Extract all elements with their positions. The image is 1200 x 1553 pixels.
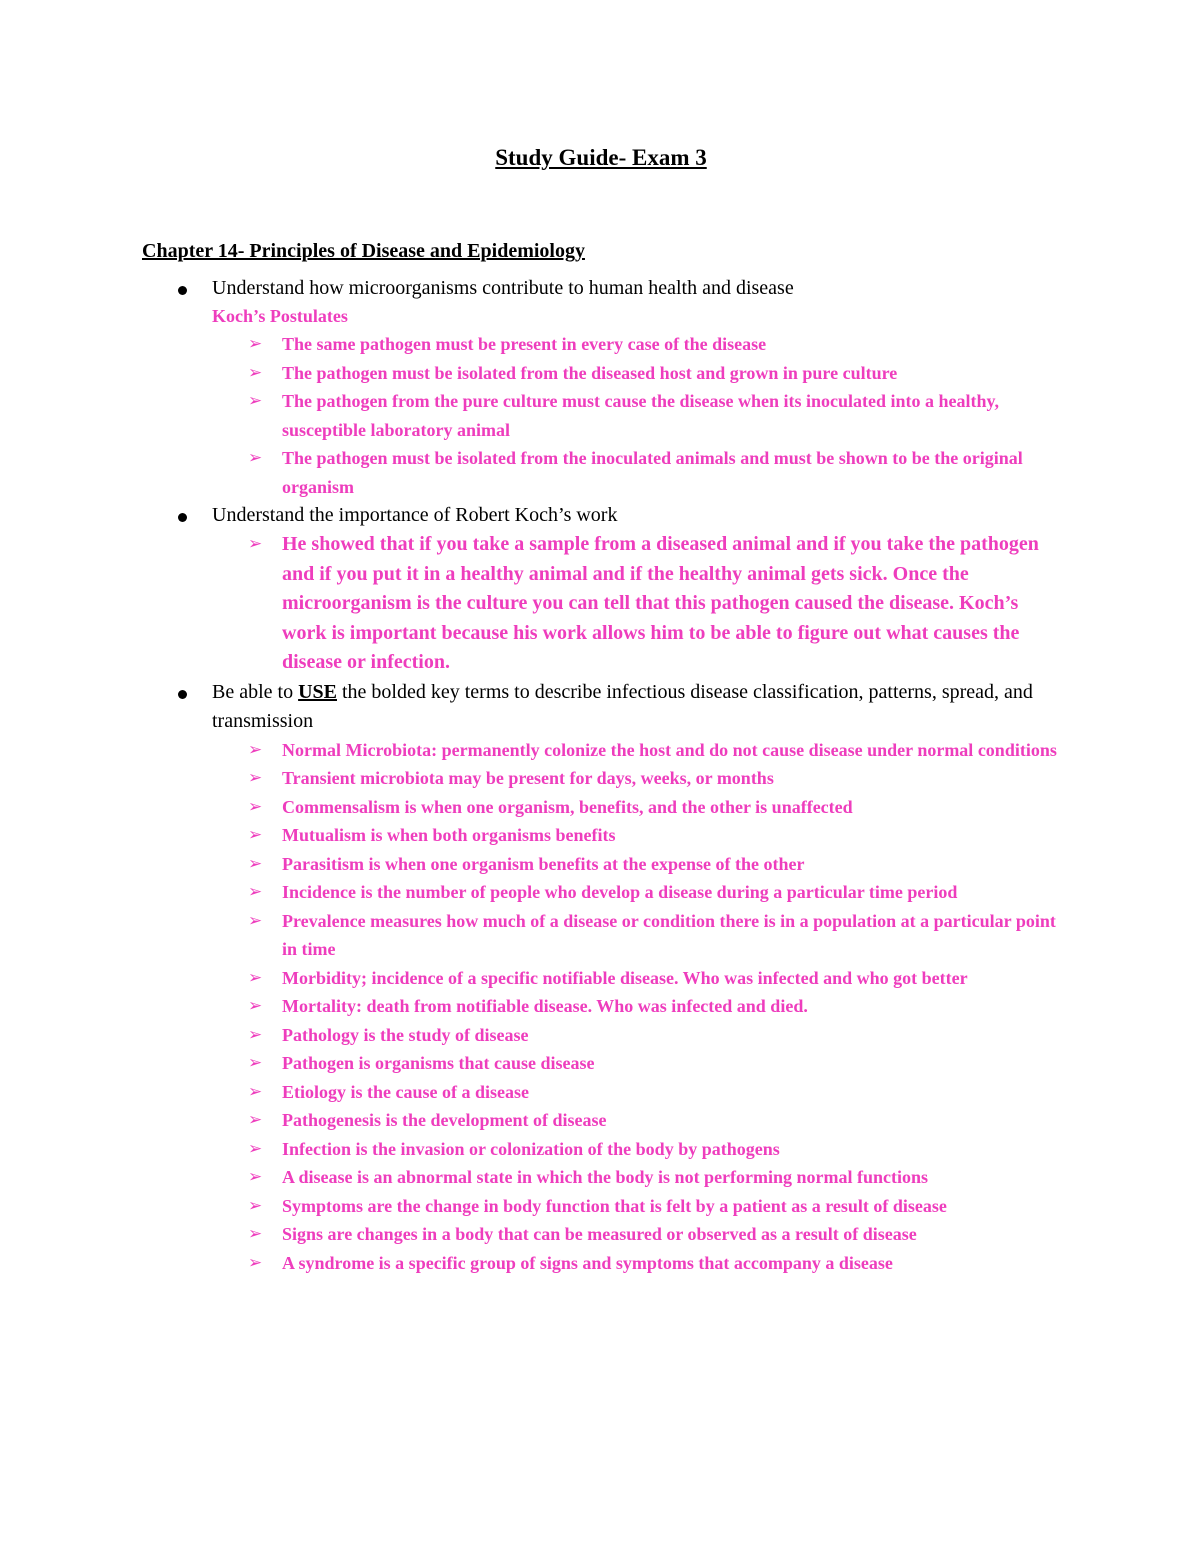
sub-list [212,330,1060,501]
sub-list [212,736,1060,1278]
arrow-bullet-icon: ➢ [248,967,263,988]
arrow-bullet-icon: ➢ [248,1081,263,1102]
topic-text [212,678,1060,736]
sub-item-text: Morbidity; incidence of a specific notifiable disease. Who was infected and who got better [282,967,968,988]
sub-item [212,964,1060,993]
sub-item-text: Prevalence measures how much of a disease or condition there is in a population at a particular point in time [282,910,1056,959]
arrow-bullet-icon: ➢ [248,1252,263,1273]
sub-item-text: Commensalism is when one organism, benefits, and the other is unaffected [282,796,853,817]
sub-item [212,907,1060,964]
sub-item [212,1106,1060,1135]
topic-item [142,274,1060,501]
sub-item-text: Pathogenesis is the development of disease [282,1110,607,1130]
sub-item [212,1049,1060,1078]
arrow-bullet-icon: ➢ [248,996,263,1016]
arrow-bullet-icon: ➢ [248,334,263,354]
arrow-bullet-icon: ➢ [248,1167,263,1187]
arrow-bullet-icon: ➢ [248,1053,263,1073]
arrow-bullet-icon: ➢ [248,1110,263,1130]
sub-item [212,1192,1060,1221]
arrow-bullet-icon: ➢ [248,362,263,383]
sub-item-text: The same pathogen must be present in every case of the disease [282,334,767,354]
sub-item-text: Mortality: death from notifiable disease. Who was infected and died. [282,996,808,1016]
sub-item-text: Parasitism is when one organism benefits at the expense of the other [282,853,805,874]
arrow-bullet-icon: ➢ [248,825,263,845]
topic-text: Understand how microorganisms contribute to human health and disease [212,277,794,299]
sub-item-text: The pathogen must be isolated from the diseased host and grown in pure culture [282,362,898,383]
sub-item [212,1163,1060,1192]
sub-item [212,1220,1060,1249]
sub-item-text: He showed that if you take a sample from a diseased animal and if you take the pathogen and if you put it in a healthy animal and if the healthy animal gets sick. Once the microorganism is the culture you can tell that this pathogen caused the disease. Koch’s work is important because his work allows him to be able to figure out what causes the disease or infection. [282,533,1039,673]
arrow-bullet-icon: ➢ [248,1195,263,1216]
sub-item [212,1135,1060,1164]
page-title: Study Guide- Exam 3 [495,145,707,170]
sub-item-text: Etiology is the cause of a disease [282,1081,529,1102]
sub-item [212,1078,1060,1107]
arrow-bullet-icon: ➢ [248,534,263,554]
sub-list [212,530,1060,678]
arrow-bullet-icon: ➢ [248,448,263,468]
topic-list [142,274,1060,1277]
arrow-bullet-icon: ➢ [248,768,263,788]
sub-item [212,821,1060,850]
arrow-bullet-icon: ➢ [248,739,263,760]
sub-item-text: The pathogen must be isolated from the inoculated animals and must be shown to be the original organism [282,448,1023,497]
arrow-bullet-icon: ➢ [248,910,263,931]
sub-item [212,387,1060,444]
sub-item [212,444,1060,501]
subheading: Koch’s Postulates [212,306,348,326]
emphasis-use: USE [298,680,337,703]
sub-item-text: Pathogen is organisms that cause disease [282,1053,595,1073]
sub-item-text: Transient microbiota may be present for days, weeks, or months [282,768,774,788]
arrow-bullet-icon: ➢ [248,853,263,874]
sub-item [212,1021,1060,1050]
sub-item-text: Symptoms are the change in body function that is felt by a patient as a result of disease [282,1195,947,1216]
bullet-icon [178,513,187,522]
sub-item [212,330,1060,359]
sub-item [212,793,1060,822]
sub-item-text: Mutualism is when both organisms benefits [282,825,616,845]
sub-item [212,530,1060,678]
sub-item-text: Incidence is the number of people who develop a disease during a particular time period [282,882,958,902]
sub-item [212,878,1060,907]
arrow-bullet-icon: ➢ [248,882,263,902]
sub-item [212,764,1060,793]
bullet-icon [178,690,187,699]
topic-item [142,678,1060,1278]
arrow-bullet-icon: ➢ [248,1224,263,1244]
sub-item-text: Pathology is the study of disease [282,1024,529,1045]
topic-text: Understand the importance of Robert Koch’s work [212,504,618,526]
sub-item-text: A syndrome is a specific group of signs and symptoms that accompany a disease [282,1252,893,1273]
sub-item-text: Infection is the invasion or colonization of the body by pathogens [282,1138,780,1159]
arrow-bullet-icon: ➢ [248,1024,263,1045]
arrow-bullet-icon: ➢ [248,1138,263,1159]
sub-item [212,359,1060,388]
topic-item [142,501,1060,678]
sub-item-text: A disease is an abnormal state in which the body is not performing normal functions [282,1167,929,1187]
topic-text-before: Be able to [212,680,299,703]
sub-item-text: Signs are changes in a body that can be measured or observed as a result of disease [282,1224,917,1244]
topic-text-after: the bolded key terms to describe infectious disease classification, patterns, spread, and transmission [212,680,1033,732]
sub-item [212,850,1060,879]
arrow-bullet-icon: ➢ [248,796,263,817]
sub-item [212,1249,1060,1278]
chapter-heading: Chapter 14- Principles of Disease and Epidemiology [142,240,585,262]
sub-item-text: Normal Microbiota: permanently colonize the host and do not cause disease under normal conditions [282,739,1057,760]
sub-item-text: The pathogen from the pure culture must cause the disease when its inoculated into a healthy, susceptible laboratory animal [282,391,1000,440]
sub-item [212,992,1060,1021]
arrow-bullet-icon: ➢ [248,391,263,411]
bullet-icon [178,286,187,295]
sub-item [212,736,1060,765]
